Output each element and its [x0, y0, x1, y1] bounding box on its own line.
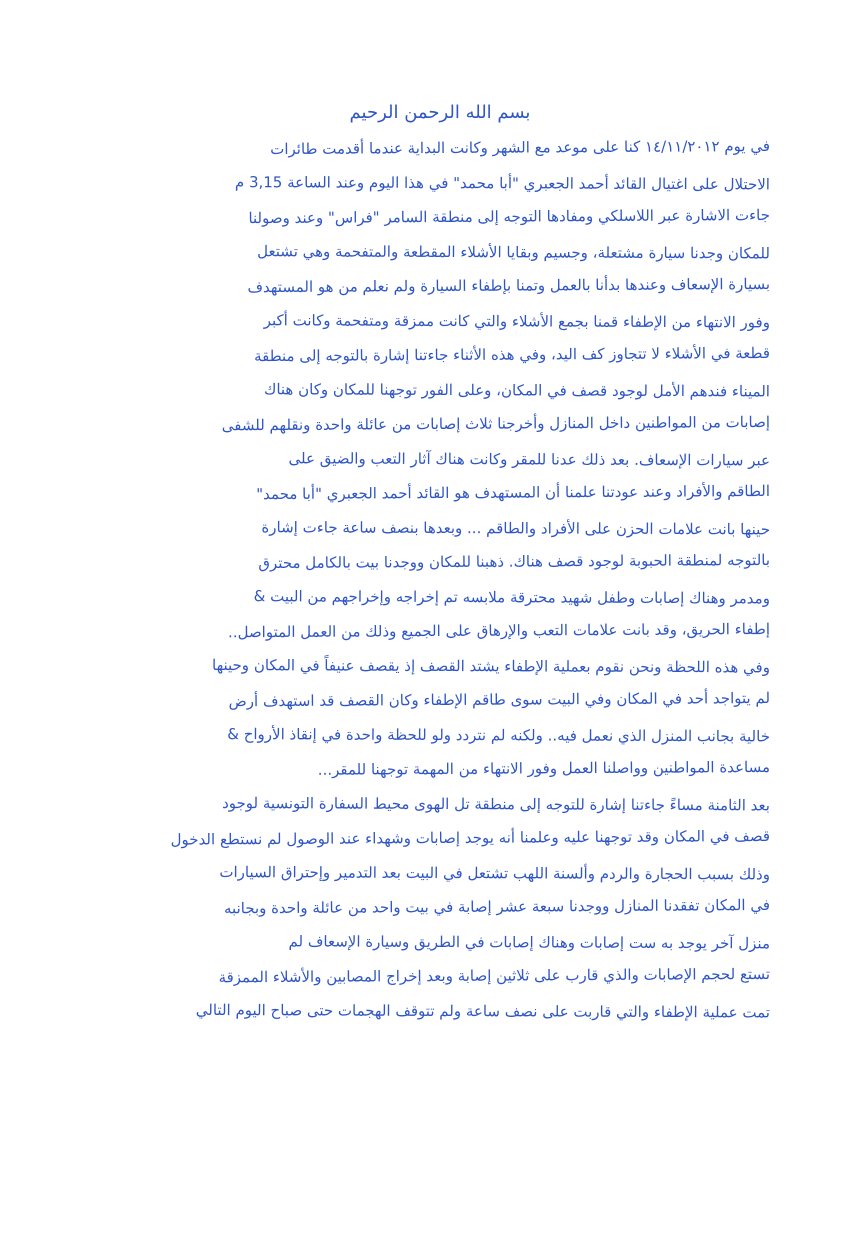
handwritten-line: إطفاء الحريق، وقد بانت علامات التعب والإرهاق على الجميع وذلك من العمل المتواصل..	[227, 619, 771, 642]
handwritten-line: حينها بانت علامات الحزن على الأفراد والطاقم ... وبعدها بنصف ساعة جاءت إشارة	[261, 517, 771, 538]
letter-body	[110, 131, 770, 1028]
handwritten-line: ومدمر وهناك إصابات وطفل شهيد محترقة ملابسه تم إخراجه وإخراجهم من البيت &	[253, 586, 771, 607]
handwritten-line: الميناء فندهم الأمل لوجود قصف في المكان، وعلى الفور توجهنا للمكان وكان هناك	[263, 379, 771, 400]
handwritten-line: في المكان تفقدنا المنازل ووجدنا سبعة عشر إصابة في بيت واحد من عائلة واحدة وبجانبه	[223, 895, 771, 918]
handwritten-line: وفور الانتهاء من الإطفاء قمنا بجمع الأشلاء والتي كانت ممزقة ومتفحمة وكانت أكبر	[263, 310, 771, 331]
handwritten-line: للمكان وجدنا سيارة مشتعلة، وجسيم وبقايا الأشلاء المقطعة والمتفحمة وهي تشتعل	[257, 241, 771, 262]
handwritten-line: الطاقم والأفراد وعند عودتنا علمنا أن المستهدف هو القائد أحمد الجعبري "أبا محمد"	[256, 481, 771, 504]
handwritten-line: في يوم ١٤/١١/٢٠١٢ كنا على موعد مع الشهر وكانت البداية عندما أقدمت طائرات	[270, 136, 771, 159]
handwritten-line: وذلك بسبب الحجارة والردم وألسنة اللهب تشتعل في البيت بعد التدمير وإحتراق السيارات	[219, 862, 771, 883]
handwritten-line: جاءت الاشارة عبر اللاسلكي ومفادها التوجه إلى منطقة السامر "فراس" وعند وصولنا	[248, 205, 771, 228]
handwritten-line: خالية بجانب المنزل الذي نعمل فيه.. ولكنه لم نتردد ولو للحظة واحدة في إنقاذ الأرواح &	[227, 724, 771, 745]
handwritten-line: قطعة في الأشلاء لا تتجاوز كف اليد، وفي هذه الأثناء جاءتنا إشارة بالتوجه إلى منطقة	[253, 343, 771, 366]
basmala-heading: بسم الله الرحمن الرحيم	[349, 102, 531, 123]
handwritten-line: لم يتواجد أحد في المكان وفي البيت سوى طاقم الإطفاء وكان القصف قد استهدف أرض	[228, 688, 771, 711]
handwritten-line: مساعدة المواطنين وواصلنا العمل وفور الانتهاء من المهمة توجهنا للمقر...	[317, 757, 771, 779]
handwritten-line: بسيارة الإسعاف وعندها بدأنا بالعمل وتمنا بإطفاء السيارة ولم نعلم من هو المستهدف	[247, 274, 771, 297]
handwritten-line: الاحتلال على اغتيال القائد أحمد الجعبري "أبا محمد" في هذا اليوم وعند الساعة 3,15 م	[234, 172, 771, 193]
handwritten-line: تمت عملية الإطفاء والتي قاربت على نصف ساعة ولم تتوقف الهجمات حتى صباح اليوم التالي	[195, 1000, 771, 1021]
handwritten-line: بعد الثامنة مساءً جاءتنا إشارة للتوجه إلى منطقة تل الهوى محيط السفارة التونسية لوجود	[222, 793, 771, 814]
handwritten-line: منزل آخر يوجد به ست إصابات وهناك إصابات في الطريق وسيارة الإسعاف لم	[288, 931, 771, 952]
handwritten-letter	[110, 95, 770, 1028]
handwritten-line: إصابات من المواطنين داخل المنازل وأخرجنا ثلاث إصابات من عائلة واحدة ونقلهم للشفى	[221, 412, 771, 435]
handwritten-line: وفي هذه اللحظة ونحن نقوم بعملية الإطفاء يشتد القصف إذ يقصف عنيفاً في المكان وحينها	[211, 655, 771, 676]
handwritten-line: تستع لحجم الإصابات والذي قارب على ثلاثين إصابة وبعد إخراج المصابين والأشلاء الممزقة	[218, 964, 771, 987]
handwritten-line: بالتوجه لمنطقة الحبوبة لوجود قصف هناك. ذهبنا للمكان ووجدنا بيت بالكامل محترق	[258, 550, 771, 573]
handwritten-line: عبر سيارات الإسعاف. بعد ذلك عدنا للمقر وكانت هناك آثار التعب والضيق على	[288, 448, 771, 469]
handwritten-line: قصف في المكان وقد توجهنا عليه وعلمنا أنه يوجد إصابات وشهداء عند الوصول لم نستطع الدخول	[170, 826, 771, 849]
